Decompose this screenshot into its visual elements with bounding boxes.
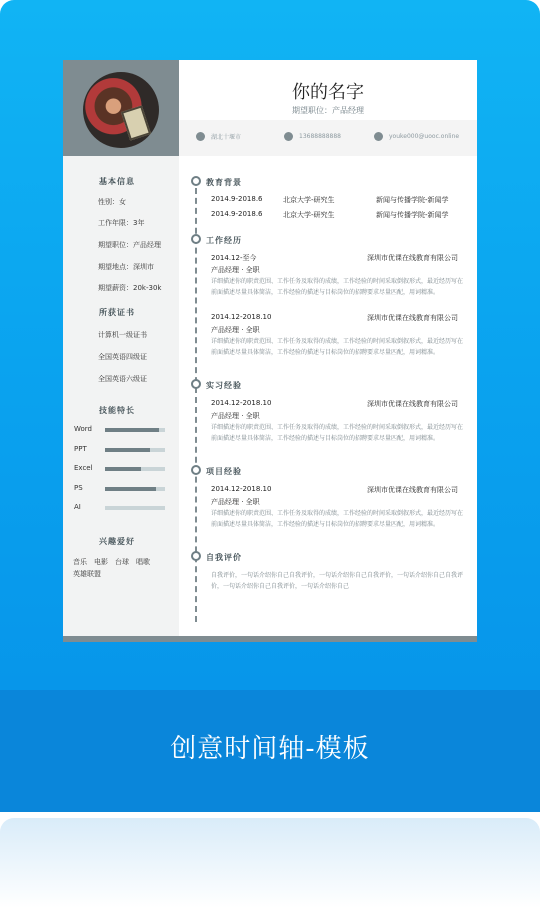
edu-major: 新闻与传播学院-新闻学 [376,211,449,219]
skill-label: PPT [74,444,87,453]
intern-title: 实习经验 [206,381,242,390]
photo-panel [63,60,179,156]
work-desc: 详细描述你的职责范围、工作任务及取得的成绩，工作经验的时间采取倒叙形式，最近经历写在前面描述尽量具体简洁，工作经验的描述与目标岗位的招聘要求尽量匹配，用词精准。 [211,338,464,356]
hobbies-text: 音乐 电影 台球 唱歌 [73,558,150,566]
skill-bar [105,487,165,491]
phone-text: 13688888888 [299,133,341,140]
intern-role: 产品经理 · 全职 [211,412,260,420]
intern-company: 深圳市优课在线教育有限公司 [367,400,458,408]
intern-desc: 详细描述你的职责范围、工作任务及取得的成绩，工作经验的时间采取倒叙形式，最近经历写在前面描述尽量具体简洁，工作经验的描述与目标岗位的招聘要求尽量匹配，用词精准。 [211,424,464,442]
cert-item: 全国英语四级证 [98,353,147,361]
skill-bar [105,506,165,510]
skill-bar-fill [105,487,156,491]
cert-item: 计算机一级证书 [98,331,147,339]
basic-info-title: 基本信息 [99,177,135,186]
basic-item: 期望职位：产品经理 [98,241,161,249]
edu-school: 北京大学-研究生 [283,211,335,219]
skill-bar-fill [105,448,150,452]
template-title: 创意时间轴-模板 [170,734,370,764]
timeline-dot [191,379,201,389]
skills-title: 技能特长 [99,406,135,415]
basic-item: 期望地点：深圳市 [98,263,154,271]
email-icon [374,132,383,141]
skill-bar [105,467,165,471]
skill-label: PS [74,483,83,492]
phone-icon [284,132,293,141]
skill-bar [105,448,165,452]
email-text: youke000@uooc.online [389,133,460,140]
resume-job: 期望职位：产品经理 [292,106,364,115]
work-date: 2014.12-至今 [211,254,257,262]
timeline-dot [191,234,201,244]
project-company: 深圳市优课在线教育有限公司 [367,486,458,494]
timeline-dot [191,465,201,475]
edu-school: 北京大学-研究生 [283,196,335,204]
skill-bar-fill [105,467,141,471]
project-desc: 详细描述你的职责范围、工作任务及取得的成绩，工作经验的时间采取倒叙形式，最近经历写在前面描述尽量具体简洁，工作经验的描述与目标岗位的招聘要求尽量匹配，用词精准。 [211,510,464,528]
location-icon [196,132,205,141]
avatar [83,72,159,148]
contact-location [196,132,241,141]
basic-item: 性别：女 [98,198,126,206]
work-company: 深圳市优课在线教育有限公司 [367,254,458,262]
self-title: 自我评价 [206,553,242,562]
work-role: 产品经理 · 全职 [211,326,260,334]
self-desc: 自我评价，一句话介绍你自己自我评价，一句话介绍你自己自我评价，一句话介绍你自己自我评价，一句话介绍你自己自我评价，一句话介绍你自己 [211,572,464,590]
resume-name: 你的名字 [292,82,364,103]
skill-bar-fill [105,428,159,432]
contact-phone [284,132,341,141]
cert-item: 全国英语六级证 [98,375,147,383]
intern-date: 2014.12-2018.10 [211,399,272,407]
project-role: 产品经理 · 全职 [211,498,260,506]
work-desc: 详细描述你的职责范围、工作任务及取得的成绩，工作经验的时间采取倒叙形式，最近经历写在前面描述尽量具体简洁，工作经验的描述与目标岗位的招聘要求尽量匹配，用词精准。 [211,278,464,296]
timeline-dot [191,176,201,186]
hobbies-text-2: 英雄联盟 [73,570,101,578]
edu-major: 新闻与传播学院-新闻学 [376,196,449,204]
skill-label: AI [74,503,81,511]
work-date: 2014.12-2018.10 [211,313,272,321]
work-company: 深圳市优课在线教育有限公司 [367,314,458,322]
work-role: 产品经理 · 全职 [211,266,260,274]
work-title: 工作经历 [206,236,242,245]
location-text: 湖北十堰市 [211,134,242,141]
education-title: 教育背景 [206,178,242,187]
edu-date: 2014.9-2018.6 [211,210,263,218]
resume-preview [63,60,477,642]
hobbies-title: 兴趣爱好 [99,537,135,546]
basic-item: 工作年限：3年 [98,219,145,227]
skill-bar [105,428,165,432]
skill-label: Word [74,425,92,433]
timeline-dot [191,551,201,561]
resume-footer-bar [63,636,477,642]
project-date: 2014.12-2018.10 [211,485,272,493]
edu-date: 2014.9-2018.6 [211,195,263,203]
skill-label: Excel [74,464,93,472]
project-title: 项目经验 [206,467,242,476]
basic-item: 期望薪资：20k-30k [98,284,162,292]
certs-title: 所获证书 [99,308,135,317]
contact-email [374,132,459,141]
card-reflection [0,818,540,908]
